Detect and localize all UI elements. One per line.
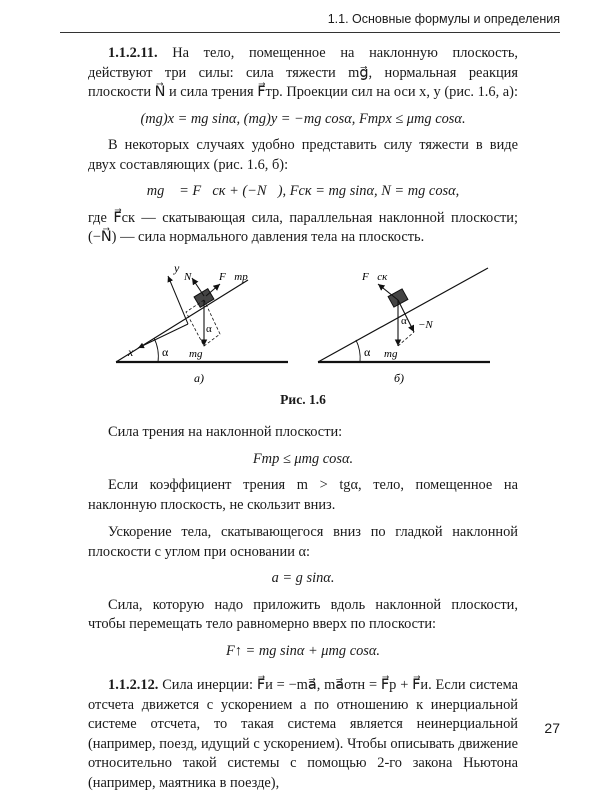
label-N: N⃗	[184, 270, 200, 283]
sublabel-a: а)	[194, 370, 204, 385]
section-number: 1.1.2.11.	[108, 45, 158, 61]
label-minusN: −N⃗	[418, 318, 442, 331]
label-mg-b: mg⃗	[384, 347, 406, 360]
formula-friction: Fтр ≤ μmg cosα.	[252, 450, 354, 467]
label-alpha-b: α	[364, 344, 371, 359]
label-alpha-a: α	[162, 344, 169, 359]
angle-arc-a	[154, 338, 158, 362]
label-y: y	[174, 260, 180, 275]
y-axis-arrow	[168, 276, 188, 324]
paragraph-intro	[88, 44, 518, 103]
label-alpha2-b: α	[401, 314, 407, 327]
sublabel-b: б)	[394, 370, 405, 385]
formula-acceleration: a = g sinα.	[271, 570, 335, 586]
diagram-a	[116, 261, 288, 385]
intro-text: На тело, помещенное на наклонную плоскость, действуют три силы: сила тяжести mg⃗, нормальная реакция плоскости N⃗ и сила трения F⃗тр. Проекции сил на оси x, y (рис. 1.6, а):	[88, 45, 518, 100]
paragraph-applied-force: Сила, которую надо приложить вдоль наклонной плоскости, чтобы перемещать тело равномерно вверх по плоскости:	[88, 596, 518, 632]
paragraph-no-slip: Если коэффициент трения m > tgα, тело, помещенное на наклонную плоскость, не скользит вниз.	[88, 477, 518, 513]
inclined-plane-diagrams	[88, 254, 518, 386]
spacer	[88, 668, 518, 676]
figure-1-6	[88, 254, 518, 386]
diagram-b	[318, 268, 490, 385]
paragraph-definitions: где F⃗ск — скатывающая сила, параллельная наклонной плоскости; (−N⃗) — сила нормального давления тела на плоскость.	[88, 209, 518, 245]
label-Ftr: F⃗тр	[219, 270, 248, 283]
paragraph-components: В некоторых случаях удобно представить силу тяжести в виде двух составляющих (рис. 1.6, б):	[88, 137, 518, 173]
incline-line-a	[116, 280, 248, 362]
page-number: 27	[544, 720, 560, 736]
formula-projections: (mg)x = mg sinα, (mg)y = −mg cosα, Fтрx ≤ μmg cosα.	[140, 110, 466, 127]
formula-decomposition: mg⃗ = F⃗ск + (−N⃗), Fск = mg sinα, N = mg cosα,	[146, 183, 460, 199]
component-dashes-b	[398, 332, 414, 346]
page-content	[88, 44, 518, 793]
running-header: 1.1. Основные формулы и определения	[60, 12, 560, 33]
sliding-force-arrow	[378, 284, 398, 300]
spacer	[88, 515, 518, 523]
paragraph-inertia	[88, 676, 518, 793]
inertia-text: Сила инерции: F⃗и = −ma⃗, ma⃗отн = F⃗р + F⃗и. Если система отсчета движется с ускорением a по отношению к инерциальной системе отсчета, то такая система является неинерциальной (например, поезд, идущий с ускорением). Чтобы описывать движение относительно такой системы с помощью 2-го закона Ньютона (например, маятника в поезде),	[88, 677, 518, 791]
figure-caption: Рис. 1.6	[280, 391, 326, 407]
paragraph-friction: Сила трения на наклонной плоскости:	[108, 424, 343, 440]
label-mg-a: mg⃗	[189, 347, 211, 360]
section-number: 1.1.2.12.	[108, 677, 159, 693]
component-dashes-a	[186, 300, 220, 346]
angle-arc-b	[356, 340, 360, 362]
formula-applied-force: F↑ = mg sinα + μmg cosα.	[225, 642, 381, 659]
label-alpha2-a: α	[206, 322, 212, 335]
label-Fsk: F⃗ск	[362, 270, 388, 283]
label-x: x	[128, 344, 134, 359]
paragraph-acceleration: Ускорение тела, скатывающегося вниз по гладкой наклонной плоскости с углом при основании α:	[88, 524, 518, 560]
